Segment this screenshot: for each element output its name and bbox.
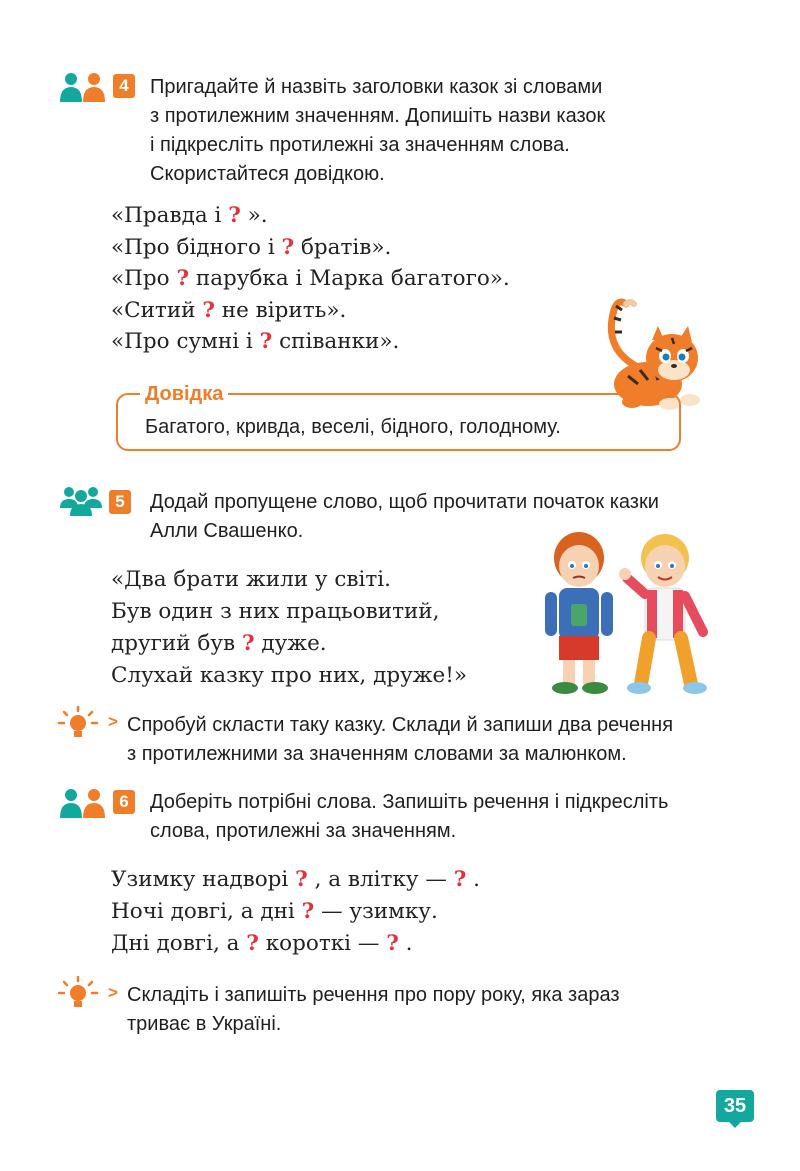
task-6-instruction	[150, 788, 710, 846]
instruction-line: Алли Свашенко.	[150, 520, 304, 542]
question-mark: ?	[202, 297, 215, 323]
instruction-line: Скористайтеся довідкою.	[150, 163, 385, 185]
question-mark: ?	[246, 931, 259, 956]
question-mark: ?	[228, 203, 241, 228]
text: співанки».	[272, 329, 400, 354]
task-number-badge: 4	[113, 74, 135, 98]
question-mark: ?	[453, 867, 467, 892]
instruction-line: Пригадайте й назвіть заголовки казок зі словами	[150, 76, 603, 98]
text: парубка і Марка багатого».	[189, 266, 510, 291]
text: дуже.	[254, 631, 327, 656]
question-mark: ?	[295, 867, 308, 892]
tale-title-line	[111, 232, 510, 264]
page-number: 35	[716, 1090, 754, 1122]
lightbulb-icon	[56, 976, 100, 1016]
question-mark: ?	[386, 931, 399, 956]
instruction-line: і підкресліть протилежні за значенням слова.	[150, 134, 570, 156]
text: не вірить».	[214, 297, 347, 323]
hint-arrow: >	[108, 983, 118, 1002]
text: «Два брати жили у світі.	[111, 567, 392, 592]
task-4-fairy-tale-titles	[111, 200, 510, 358]
text: Ночі довгі, а дні	[111, 899, 302, 924]
sentence-line	[111, 896, 480, 928]
text: Був один з них працьовитий,	[111, 599, 440, 624]
text: «Про бідного і	[111, 234, 282, 260]
text: Дні довгі, а	[111, 931, 247, 956]
hint-line: Складіть і запишіть речення про пору року, яка зараз	[127, 984, 620, 1006]
text: .	[466, 867, 480, 892]
poem-line	[111, 596, 467, 628]
task-5-poem	[111, 564, 467, 692]
hint-line: триває в Україні.	[127, 1013, 282, 1035]
text: — узимку.	[314, 899, 438, 924]
tale-title-line	[111, 326, 510, 358]
text: братів».	[294, 234, 392, 260]
hint-arrow: >	[108, 712, 118, 731]
sentence-line	[111, 928, 480, 960]
text: Слухай казку про них, друже!»	[111, 663, 468, 688]
tale-title-line	[111, 295, 510, 327]
hint-line: Спробуй скласти таку казку. Склади й запиши два речення	[127, 714, 674, 736]
reference-box-title: Довідка	[140, 381, 228, 407]
task-4-instruction	[150, 73, 710, 189]
text: «Про сумні і	[111, 329, 260, 354]
question-mark: ?	[259, 329, 273, 354]
instruction-line: слова, протилежні за значенням.	[150, 820, 457, 842]
instruction-line: Доберіть потрібні слова. Запишіть речення і підкресліть	[150, 791, 669, 813]
question-mark: ?	[301, 899, 315, 924]
text: «Про	[111, 266, 177, 291]
task-6-sentences	[111, 864, 480, 960]
text: короткі —	[258, 931, 387, 956]
question-mark: ?	[281, 234, 295, 260]
text: ».	[240, 203, 268, 228]
text: Узимку надворі	[111, 867, 296, 892]
text: , а влітку —	[307, 867, 454, 892]
text: другий був	[111, 631, 242, 656]
task-number-badge: 5	[109, 490, 131, 514]
group-work-icon	[59, 482, 103, 516]
poem-line	[111, 564, 467, 596]
tale-title-line	[111, 263, 510, 295]
page-number-tail	[728, 1121, 742, 1128]
task-number-badge: 6	[113, 790, 135, 814]
task-5-hint	[127, 711, 727, 769]
lightbulb-icon	[56, 706, 100, 746]
question-mark: ?	[176, 266, 190, 291]
instruction-line: Додай пропущене слово, щоб прочитати початок казки	[150, 491, 659, 513]
tale-title-line	[111, 200, 510, 232]
instruction-line: з протилежним значенням. Допишіть назви казок	[150, 105, 606, 127]
question-mark: ?	[241, 631, 255, 656]
sentence-line	[111, 864, 480, 896]
text: .	[398, 931, 413, 956]
pair-work-icon	[60, 72, 106, 102]
pair-work-icon	[60, 788, 106, 818]
two-boys-illustration	[535, 528, 720, 698]
text: «Правда і	[111, 203, 229, 228]
poem-line	[111, 660, 467, 692]
poem-line	[111, 628, 467, 660]
task-6-hint	[127, 981, 707, 1039]
reference-box-text: Багатого, кривда, веселі, бідного, голодному.	[145, 416, 561, 438]
text: «Ситий	[111, 297, 203, 323]
hint-line: з протилежними за значенням словами за малюнком.	[127, 743, 627, 765]
